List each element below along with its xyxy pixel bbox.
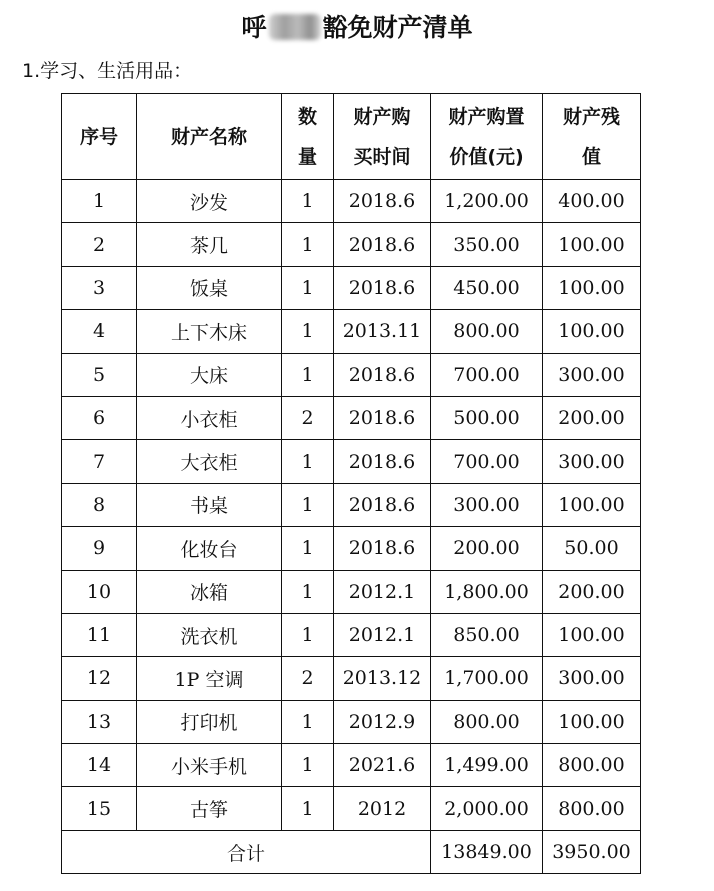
table-body [62,180,641,831]
cell-index: 2 [62,223,137,266]
cell-purchase-date: 2018.6 [334,396,431,439]
table-row [62,396,641,439]
cell-index: 1 [62,180,137,223]
cell-item-name: 冰箱 [137,570,282,613]
cell-residual-value: 300.00 [543,657,641,700]
cell-purchase-date: 2013.12 [334,657,431,700]
cell-purchase-date: 2013.11 [334,310,431,353]
table-row [62,787,641,830]
cell-index: 4 [62,310,137,353]
table-header-row [62,94,641,180]
header-index: 序号 [62,94,137,180]
cell-purchase-value: 800.00 [431,700,543,743]
table-row [62,266,641,309]
cell-item-name: 饭桌 [137,266,282,309]
cell-quantity: 1 [282,353,334,396]
redacted-name-blur [269,14,321,40]
cell-residual-value: 100.00 [543,613,641,656]
header-purchase-value: 财产购置 价值(元) [431,94,543,180]
cell-item-name: 书桌 [137,483,282,526]
cell-quantity: 1 [282,744,334,787]
table-row [62,310,641,353]
cell-purchase-date: 2018.6 [334,180,431,223]
cell-purchase-date: 2012.1 [334,570,431,613]
header-item-name: 财产名称 [137,94,282,180]
cell-purchase-date: 2018.6 [334,440,431,483]
cell-item-name: 古筝 [137,787,282,830]
cell-purchase-value: 1,800.00 [431,570,543,613]
table-row [62,744,641,787]
cell-quantity: 1 [282,700,334,743]
cell-index: 8 [62,483,137,526]
cell-item-name: 小衣柜 [137,396,282,439]
cell-index: 9 [62,527,137,570]
cell-item-name: 沙发 [137,180,282,223]
total-label: 合计 [62,830,431,873]
cell-purchase-value: 350.00 [431,223,543,266]
cell-quantity: 1 [282,570,334,613]
cell-purchase-date: 2018.6 [334,266,431,309]
cell-quantity: 1 [282,787,334,830]
cell-residual-value: 800.00 [543,744,641,787]
header-quantity: 数 量 [282,94,334,180]
table-row [62,223,641,266]
cell-item-name: 化妆台 [137,527,282,570]
title-prefix: 呼 [241,13,267,42]
cell-purchase-date: 2018.6 [334,353,431,396]
document-title [0,8,714,48]
cell-quantity: 1 [282,613,334,656]
cell-item-name: 1P 空调 [137,657,282,700]
table-row [62,613,641,656]
header-residual-value: 财产残 值 [543,94,641,180]
cell-residual-value: 50.00 [543,527,641,570]
cell-residual-value: 300.00 [543,353,641,396]
cell-item-name: 打印机 [137,700,282,743]
cell-index: 6 [62,396,137,439]
cell-residual-value: 100.00 [543,700,641,743]
cell-quantity: 2 [282,657,334,700]
cell-purchase-date: 2018.6 [334,223,431,266]
total-row [62,830,641,873]
section-heading: 1.学习、生活用品： [22,60,193,82]
cell-quantity: 1 [282,310,334,353]
cell-index: 15 [62,787,137,830]
cell-quantity: 1 [282,266,334,309]
cell-purchase-value: 1,499.00 [431,744,543,787]
cell-purchase-date: 2012.9 [334,700,431,743]
cell-residual-value: 100.00 [543,310,641,353]
cell-residual-value: 100.00 [543,483,641,526]
cell-purchase-value: 500.00 [431,396,543,439]
cell-purchase-date: 2012.1 [334,613,431,656]
cell-item-name: 洗衣机 [137,613,282,656]
cell-purchase-value: 1,700.00 [431,657,543,700]
cell-quantity: 1 [282,527,334,570]
cell-residual-value: 200.00 [543,570,641,613]
cell-residual-value: 400.00 [543,180,641,223]
cell-quantity: 1 [282,180,334,223]
cell-index: 13 [62,700,137,743]
cell-quantity: 1 [282,483,334,526]
cell-index: 5 [62,353,137,396]
cell-purchase-value: 800.00 [431,310,543,353]
table-row [62,527,641,570]
table-row [62,180,641,223]
cell-item-name: 茶几 [137,223,282,266]
cell-item-name: 大床 [137,353,282,396]
total-purchase-value: 13849.00 [431,830,543,873]
property-inventory-table [61,93,641,874]
cell-index: 14 [62,744,137,787]
cell-purchase-value: 300.00 [431,483,543,526]
total-residual-value: 3950.00 [543,830,641,873]
cell-purchase-value: 200.00 [431,527,543,570]
table-row [62,353,641,396]
cell-purchase-value: 1,200.00 [431,180,543,223]
cell-residual-value: 200.00 [543,396,641,439]
cell-item-name: 大衣柜 [137,440,282,483]
cell-purchase-value: 2,000.00 [431,787,543,830]
cell-item-name: 小米手机 [137,744,282,787]
cell-purchase-date: 2018.6 [334,527,431,570]
cell-residual-value: 100.00 [543,223,641,266]
cell-purchase-value: 700.00 [431,440,543,483]
cell-quantity: 2 [282,396,334,439]
cell-purchase-value: 700.00 [431,353,543,396]
cell-index: 7 [62,440,137,483]
title-suffix: 豁免财产清单 [322,13,473,42]
cell-purchase-date: 2018.6 [334,483,431,526]
table-row [62,570,641,613]
cell-purchase-date: 2021.6 [334,744,431,787]
table-row [62,700,641,743]
cell-residual-value: 800.00 [543,787,641,830]
cell-purchase-date: 2012 [334,787,431,830]
cell-quantity: 1 [282,223,334,266]
cell-residual-value: 100.00 [543,266,641,309]
table-row [62,483,641,526]
cell-index: 11 [62,613,137,656]
cell-residual-value: 300.00 [543,440,641,483]
cell-quantity: 1 [282,440,334,483]
table-row [62,657,641,700]
cell-index: 3 [62,266,137,309]
cell-item-name: 上下木床 [137,310,282,353]
cell-purchase-value: 450.00 [431,266,543,309]
cell-index: 10 [62,570,137,613]
header-purchase-date: 财产购 买时间 [334,94,431,180]
cell-index: 12 [62,657,137,700]
table-row [62,440,641,483]
cell-purchase-value: 850.00 [431,613,543,656]
